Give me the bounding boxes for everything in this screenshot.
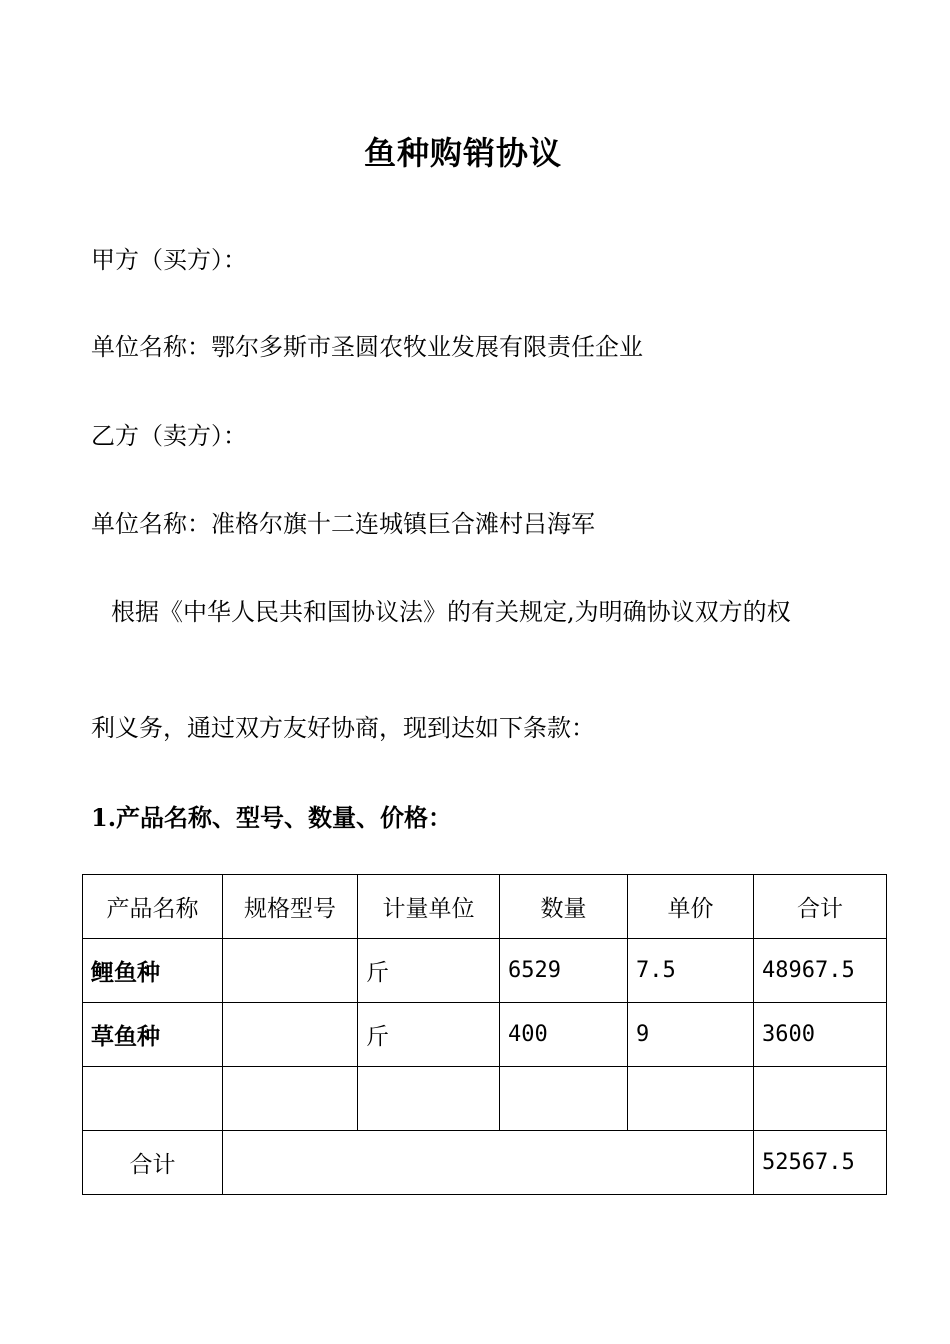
table-summary-row [83, 1131, 887, 1195]
header-price: 单价 [628, 875, 754, 939]
cell-product-name [83, 1067, 223, 1131]
intro-line-2: 利义务，通过双方友好协商，现到达如下条款： [91, 714, 595, 742]
party-a-unit: 单位名称：鄂尔多斯市圣圆农牧业发展有限责任企业 [91, 333, 643, 361]
cell-spec [223, 1003, 358, 1067]
cell-unit [358, 1067, 500, 1131]
table-header-row [83, 875, 887, 939]
table-row [83, 1067, 887, 1131]
header-total: 合计 [754, 875, 887, 939]
section-1-heading: 1.产品名称、型号、数量、价格： [91, 803, 453, 832]
cell-quantity: 400 [500, 1003, 628, 1067]
summary-total: 52567.5 [754, 1131, 887, 1195]
cell-total: 3600 [754, 1003, 887, 1067]
cell-spec [223, 1067, 358, 1131]
party-b-unit: 单位名称：准格尔旗十二连城镇巨合滩村吕海军 [91, 510, 595, 538]
header-unit: 计量单位 [358, 875, 500, 939]
cell-quantity [500, 1067, 628, 1131]
cell-price: 7.5 [628, 939, 754, 1003]
table-row [83, 939, 887, 1003]
cell-total [754, 1067, 887, 1131]
intro-line-1: 根据《中华人民共和国协议法》的有关规定,为明确协议双方的权 [111, 598, 791, 626]
header-spec: 规格型号 [223, 875, 358, 939]
party-a-label: 甲方（买方）： [91, 246, 247, 274]
summary-label: 合计 [83, 1131, 223, 1195]
product-table [82, 874, 887, 1195]
summary-spacer [223, 1131, 754, 1195]
document-title: 鱼种购销协议 [363, 134, 562, 172]
header-product-name: 产品名称 [83, 875, 223, 939]
cell-price: 9 [628, 1003, 754, 1067]
cell-spec [223, 939, 358, 1003]
cell-unit: 斤 [358, 1003, 500, 1067]
cell-price [628, 1067, 754, 1131]
cell-product-name: 鲤鱼种 [83, 939, 223, 1003]
cell-total: 48967.5 [754, 939, 887, 1003]
cell-unit: 斤 [358, 939, 500, 1003]
cell-product-name: 草鱼种 [83, 1003, 223, 1067]
cell-quantity: 6529 [500, 939, 628, 1003]
party-b-label: 乙方（卖方）： [91, 422, 247, 450]
header-quantity: 数量 [500, 875, 628, 939]
table-row [83, 1003, 887, 1067]
